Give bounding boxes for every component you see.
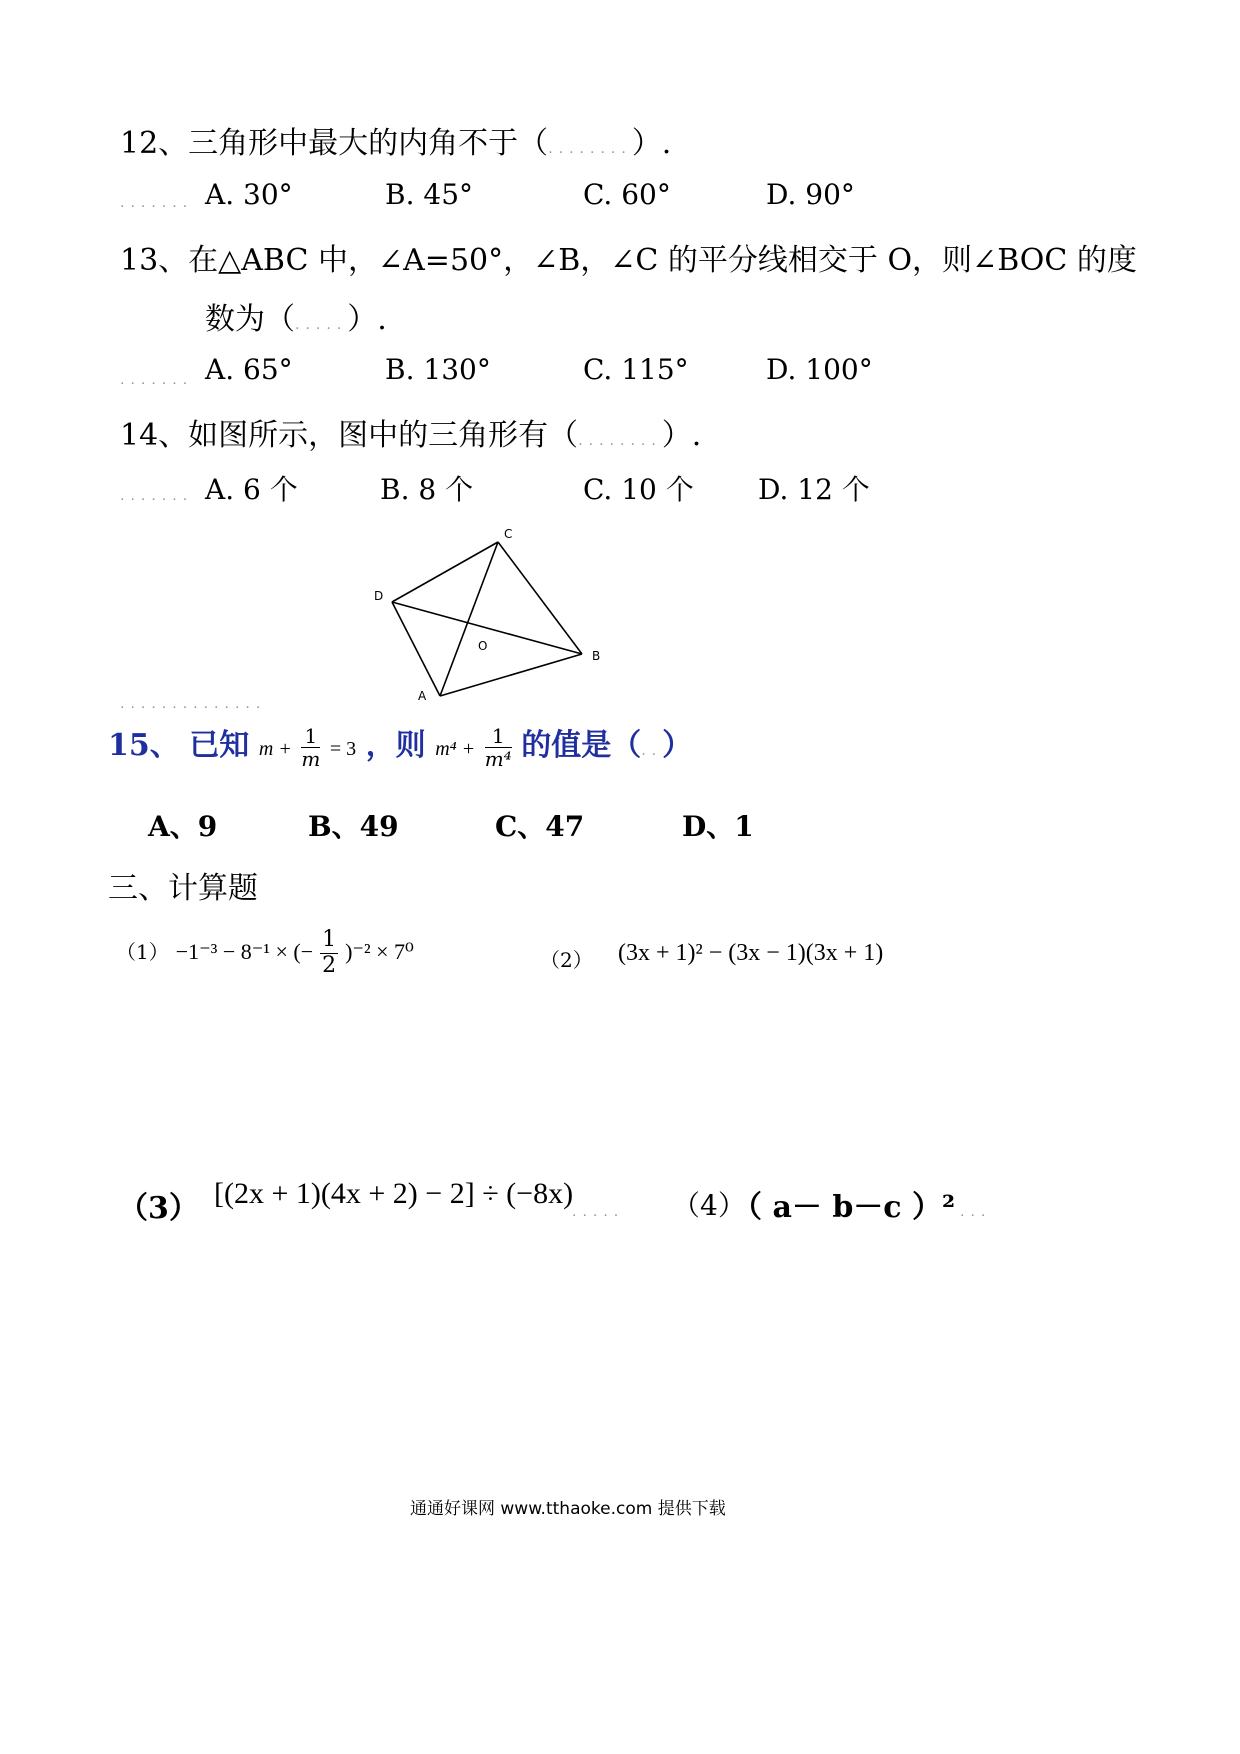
q12-option-b: B. 45° <box>385 178 474 211</box>
p1-expr-b: )⁻² × 7⁰ <box>345 939 414 964</box>
q14-leader: ....... <box>120 488 194 504</box>
p1-expr-a: −1⁻³ − 8⁻¹ × (− <box>175 939 314 964</box>
label-c: C <box>504 527 513 541</box>
q15-then: ，则 <box>365 728 426 763</box>
diagonal-ac <box>440 542 498 696</box>
q15-eq1-left: m + <box>258 738 292 760</box>
q15-close: ） <box>662 728 693 763</box>
q15-frac2-num: 1 <box>485 725 512 748</box>
q15-eq2-left: m⁴ + <box>435 738 476 760</box>
q15-tail: 的值是（ <box>521 728 642 763</box>
q14-option-d: D. 12 个 <box>758 473 870 506</box>
q14-option-c: C. 10 个 <box>583 473 694 506</box>
edge-ba <box>440 654 582 696</box>
q15-line <box>108 718 692 779</box>
problem-4-expr: （ a－ b－c ）² <box>732 1190 956 1225</box>
q15-frac1-num: 1 <box>301 725 320 748</box>
q15-option-a: A、9 <box>148 810 218 843</box>
q15-known: 已知 <box>189 728 250 763</box>
p1-frac-num: 1 <box>322 927 337 953</box>
problem-3-expr: [(2x + 1)(4x + 2) − 2] ÷ (−8x) <box>214 1177 574 1210</box>
problem-1 <box>116 922 414 983</box>
q14-stem: 14、如图所示，图中的三角形有（ <box>120 418 579 453</box>
problem-2-label: （2） <box>540 948 593 972</box>
q14-blank: ........ <box>578 433 662 449</box>
problem-4-label: （4） <box>672 1189 746 1222</box>
label-d: D <box>374 589 384 603</box>
q14-stem-line <box>120 410 701 454</box>
label-b: B <box>592 649 601 663</box>
q14-option-b: B. 8 个 <box>380 473 474 506</box>
p1-frac-den: 2 <box>322 952 337 978</box>
q14-close: ）. <box>661 418 702 453</box>
p1-frac <box>320 928 338 977</box>
problem-2-expr: (3x + 1)² − (3x − 1)(3x + 1) <box>618 940 884 966</box>
q13-leader: ....... <box>120 372 194 388</box>
q12-blank: ........ <box>548 141 632 157</box>
q15-option-c: C、47 <box>495 810 585 843</box>
q13-option-c: C. 115° <box>583 353 689 386</box>
q13-stem-line1: 13、在△ABC 中，∠A=50°，∠B，∠C 的平分线相交于 O，则∠BOC 的度 <box>120 243 1137 278</box>
section-title: 三、计算题 <box>108 871 258 906</box>
footer-credit: 通通好课网 www.tthaoke.com 提供下载 <box>410 1499 726 1519</box>
q12-stem: 12、三角形中最大的内角不于（ <box>120 126 549 161</box>
q15-number: 15、 <box>108 728 180 763</box>
q12-option-c: C. 60° <box>583 178 671 211</box>
q15-option-d: D、1 <box>682 810 754 843</box>
q12-option-d: D. 90° <box>766 178 855 211</box>
q12-leader: ....... <box>120 195 194 211</box>
label-o: O <box>478 639 488 653</box>
q13-blank: ..... <box>295 317 348 333</box>
p1-label: （1） <box>116 940 169 964</box>
q15-frac1 <box>301 725 320 770</box>
q15-frac1-den: m <box>301 746 321 771</box>
q14-option-a: A. 6 个 <box>205 473 298 506</box>
q13-option-d: D. 100° <box>766 353 873 386</box>
q13-option-b: B. 130° <box>385 353 491 386</box>
p4-leader: ... <box>960 1204 992 1220</box>
q12-stem-line <box>120 118 671 162</box>
edge-cb <box>498 542 582 654</box>
q13-stem2: 数为（ <box>205 302 295 337</box>
edge-dc <box>392 542 498 602</box>
label-a: A <box>418 689 427 703</box>
quadrilateral-figure <box>360 520 620 710</box>
q15-frac2 <box>485 725 512 770</box>
q15-option-b: B、49 <box>308 810 399 843</box>
q15-frac2-den: m⁴ <box>484 746 512 771</box>
figure-leader: .............. <box>120 696 267 712</box>
q12-option-a: A. 30° <box>205 178 293 211</box>
edge-ad <box>392 602 440 696</box>
q15-eq1-right: = 3 <box>329 738 357 760</box>
q12-close: ）. <box>631 126 672 161</box>
q15-blank: .. <box>641 743 663 759</box>
problem-3-label: （3） <box>118 1191 199 1226</box>
q13-option-a: A. 65° <box>205 353 293 386</box>
p3-leader: ..... <box>572 1204 625 1220</box>
q13-stem-line2 <box>205 294 387 338</box>
q13-close: ）. <box>347 302 387 337</box>
